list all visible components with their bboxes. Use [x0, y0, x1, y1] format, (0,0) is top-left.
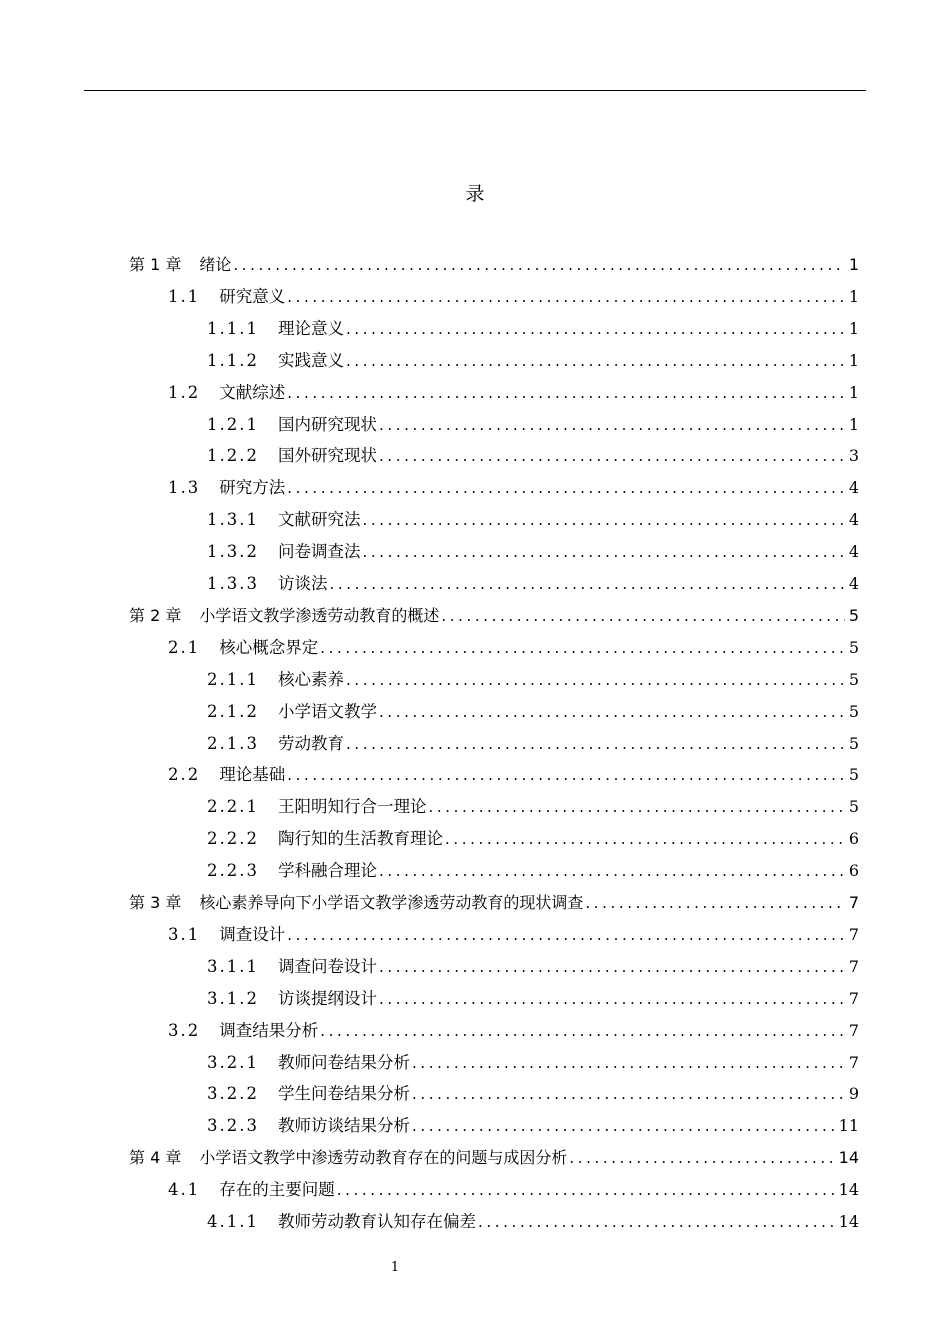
dot-leader	[445, 829, 845, 849]
toc-entry-heading	[207, 670, 344, 690]
toc-entry-level-3[interactable]	[207, 498, 859, 530]
toc-entry-level-1[interactable]	[129, 881, 859, 913]
toc-entry-number: 4.1	[168, 1180, 201, 1200]
toc-entry-page: 14	[838, 1180, 859, 1200]
toc-entry-page: 7	[848, 988, 859, 1008]
toc-entry-title: 核心概念界定	[219, 637, 319, 657]
dot-leader	[329, 574, 844, 594]
dot-leader	[362, 510, 844, 530]
toc-entry-level-3[interactable]	[207, 562, 859, 594]
toc-entry-title: 陶行知的生活教育理论	[277, 829, 443, 849]
toc-entry-page: 7	[848, 1020, 859, 1040]
toc-entry-page: 4	[848, 478, 859, 498]
toc-entry-number: 2.2.3	[207, 861, 259, 881]
toc-entry-title: 问卷调查法	[277, 542, 361, 562]
dot-leader	[287, 287, 845, 307]
toc-entry-number: 4.1.1	[207, 1212, 259, 1231]
toc-entry-number: 3.2	[168, 1020, 201, 1040]
toc-entry-number: 3.1.2	[207, 988, 259, 1008]
toc-entry-number: 1.1	[168, 286, 201, 306]
toc-entry-heading	[207, 510, 360, 530]
toc-entry-number: 2.2	[168, 765, 201, 785]
toc-entry-level-2[interactable]	[168, 913, 859, 945]
toc-entry-page: 4	[848, 574, 859, 593]
toc-entry-heading	[129, 606, 439, 626]
toc-entry-page: 9	[848, 1084, 859, 1104]
toc-title: 录	[465, 183, 485, 205]
toc-entry-heading	[207, 989, 377, 1009]
toc-entry-title: 研究方法	[219, 478, 286, 498]
toc-entry-level-2[interactable]	[168, 466, 859, 498]
toc-entry-number: 1.2	[168, 382, 201, 402]
toc-entry-page: 4	[848, 542, 859, 562]
toc-entry-level-3[interactable]	[207, 530, 859, 562]
toc-entry-heading	[168, 383, 285, 403]
dot-leader	[362, 542, 844, 562]
dot-leader	[379, 957, 845, 977]
toc-entry-page: 6	[848, 829, 859, 849]
toc-entry-title: 文献综述	[219, 382, 286, 402]
toc-entry-number: 2.2.1	[207, 797, 259, 817]
dot-leader	[478, 1212, 835, 1232]
dot-leader	[287, 478, 845, 498]
toc-entry-number: 第 1 章	[129, 255, 182, 274]
header-rule	[84, 90, 866, 91]
toc-entry-number: 3.2.1	[207, 1052, 259, 1072]
toc-entry-heading	[207, 415, 377, 435]
toc-entry-level-3[interactable]	[207, 339, 859, 371]
toc-entry-level-3[interactable]	[207, 1200, 859, 1232]
toc-entry-number: 1.3.2	[207, 542, 259, 562]
dot-leader	[585, 893, 844, 913]
toc-entry-number: 3.2.2	[207, 1084, 259, 1104]
toc-entry-level-3[interactable]	[207, 817, 859, 849]
toc-entry-heading	[168, 638, 318, 658]
dot-leader	[379, 989, 845, 1009]
toc-entry-number: 第 3 章	[129, 893, 182, 912]
toc-entry-level-3[interactable]	[207, 403, 859, 435]
toc-entry-page: 7	[848, 924, 859, 944]
toc-entry-page: 14	[838, 1212, 859, 1231]
toc-entry-number: 2.1.2	[207, 701, 259, 721]
toc-entry-title: 理论意义	[277, 318, 344, 338]
toc-entry-title: 核心素养导向下小学语文教学渗透劳动教育的现状调查	[199, 893, 584, 912]
toc-entry-title: 访谈提纲设计	[277, 988, 377, 1008]
dot-leader	[428, 797, 844, 817]
toc-entry-title: 绪论	[199, 255, 232, 274]
toc-entry-number: 1.3.1	[207, 510, 259, 530]
toc-entry-heading	[168, 1021, 318, 1041]
toc-entry-heading	[168, 287, 285, 307]
dot-leader	[287, 765, 845, 785]
toc-entry-heading	[129, 255, 231, 275]
toc-entry-level-2[interactable]	[168, 1168, 859, 1200]
toc-entry-heading	[207, 319, 344, 339]
toc-entry-page: 11	[838, 1116, 859, 1136]
toc-entry-title: 国外研究现状	[277, 446, 377, 466]
toc-entry-title: 调查问卷设计	[277, 956, 377, 976]
toc-entry-number: 1.3.3	[207, 574, 259, 593]
toc-entry-level-3[interactable]	[207, 977, 859, 1009]
dot-leader	[287, 383, 845, 403]
toc-entry-page: 5	[848, 701, 859, 721]
toc-entry-title: 教师访谈结果分析	[277, 1116, 410, 1136]
toc-entry-title: 劳动教育	[277, 733, 344, 753]
toc-entry-title: 教师问卷结果分析	[277, 1052, 410, 1072]
toc-entry-level-2[interactable]	[168, 753, 859, 785]
toc-entry-title: 调查设计	[219, 924, 286, 944]
toc-entry-title: 小学语文教学	[277, 701, 377, 721]
toc-entry-heading	[207, 574, 327, 594]
toc-entry-page: 5	[848, 669, 859, 689]
dot-leader	[346, 319, 845, 339]
toc-entry-heading	[168, 925, 285, 945]
toc-entry-title: 国内研究现状	[277, 414, 377, 434]
dot-leader	[379, 702, 845, 722]
toc-entry-heading	[207, 797, 426, 817]
dot-leader	[379, 861, 845, 881]
dot-leader	[412, 1053, 845, 1073]
toc-entry-number: 第 4 章	[129, 1148, 182, 1168]
dot-leader	[346, 351, 845, 371]
toc-entry-page: 14	[838, 1148, 859, 1168]
toc-entry-level-3[interactable]	[207, 722, 859, 754]
toc-entry-number: 1.1.1	[207, 318, 259, 338]
toc-entry-level-3[interactable]	[207, 1104, 859, 1136]
toc-entry-page: 5	[848, 733, 859, 753]
toc-entry-page: 1	[848, 350, 859, 370]
toc-entry-level-3[interactable]	[207, 307, 859, 339]
toc-entry-heading	[207, 829, 443, 849]
toc-entry-number: 3.1.1	[207, 956, 259, 976]
toc-entry-level-3[interactable]	[207, 1041, 859, 1073]
toc-entry-heading	[168, 478, 285, 498]
toc-entry-level-2[interactable]	[168, 371, 859, 403]
toc-entry-page: 6	[848, 861, 859, 881]
toc-entry-page: 4	[848, 510, 859, 530]
toc-entry-page: 7	[848, 893, 859, 912]
toc-entry-title: 存在的主要问题	[219, 1180, 335, 1200]
toc-entry-level-3[interactable]	[207, 658, 859, 690]
dot-leader	[379, 446, 845, 466]
toc-entry-page: 1	[848, 382, 859, 402]
toc-entry-page: 5	[848, 637, 859, 657]
toc-entry-title: 研究意义	[219, 286, 286, 306]
dot-leader	[441, 606, 844, 626]
toc-entry-number: 1.3	[168, 478, 201, 498]
toc-entry-title: 小学语文教学渗透劳动教育的概述	[199, 605, 440, 625]
toc-entry-number: 2.1.3	[207, 733, 259, 753]
toc-entry-number: 1.1.2	[207, 350, 259, 370]
dot-leader	[337, 1180, 835, 1200]
toc-entry-number: 2.1	[168, 637, 201, 657]
toc-entry-level-1[interactable]	[129, 594, 859, 626]
dot-leader	[412, 1116, 835, 1136]
toc-entry-number: 第 2 章	[129, 605, 182, 625]
toc-entry-level-1[interactable]	[129, 1136, 859, 1168]
toc-entry-heading	[207, 1084, 410, 1104]
toc-entry-page: 1	[848, 414, 859, 434]
dot-leader	[569, 1148, 834, 1168]
toc-entry-number: 1.2.2	[207, 446, 259, 466]
toc-entry-level-3[interactable]	[207, 785, 859, 817]
toc-entry-heading	[129, 893, 583, 913]
toc-entry-page: 1	[848, 255, 859, 274]
toc-entry-level-3[interactable]	[207, 849, 859, 881]
toc-entry-title: 实践意义	[277, 350, 344, 370]
toc-entry-heading	[207, 542, 360, 562]
toc-entry-number: 2.2.2	[207, 829, 259, 849]
toc-entry-level-3[interactable]	[207, 1072, 859, 1104]
toc-entry-heading	[207, 734, 344, 754]
dot-leader	[412, 1084, 845, 1104]
toc-entry-title: 调查结果分析	[219, 1020, 319, 1040]
toc-entry-level-3[interactable]	[207, 690, 859, 722]
toc-entry-heading	[207, 957, 377, 977]
toc-entry-level-3[interactable]	[207, 945, 859, 977]
page-number: 1	[390, 1260, 400, 1275]
dot-leader	[320, 1021, 845, 1041]
toc-entry-page: 7	[848, 956, 859, 976]
dot-leader	[346, 734, 845, 754]
toc-entry-heading	[207, 351, 344, 371]
toc-entry-title: 学生问卷结果分析	[277, 1084, 410, 1104]
toc-entry-level-3[interactable]	[207, 434, 859, 466]
toc-entry-title: 文献研究法	[277, 510, 361, 530]
toc-entry-heading	[168, 765, 285, 785]
dot-leader	[379, 415, 845, 435]
toc-entry-title: 小学语文教学中渗透劳动教育存在的问题与成因分析	[199, 1148, 568, 1168]
toc-entry-page: 1	[848, 286, 859, 306]
toc-entry-title: 教师劳动教育认知存在偏差	[277, 1212, 476, 1231]
toc-entry-title: 王阳明知行合一理论	[277, 797, 427, 817]
toc-entry-page: 7	[848, 1052, 859, 1072]
dot-leader	[233, 255, 844, 275]
toc-entry-number: 3.2.3	[207, 1116, 259, 1136]
toc-entry-title: 学科融合理论	[277, 861, 377, 881]
toc-entry-title: 理论基础	[219, 765, 286, 785]
toc-entry-level-1[interactable]	[129, 243, 859, 275]
toc-entry-heading	[129, 1148, 567, 1168]
toc-entry-number: 1.2.1	[207, 414, 259, 434]
toc-entry-level-2[interactable]	[168, 626, 859, 658]
toc-entry-level-2[interactable]	[168, 1009, 859, 1041]
toc-entry-title: 访谈法	[277, 574, 328, 593]
toc-entry-heading	[207, 1116, 410, 1136]
toc-entry-page: 3	[848, 446, 859, 466]
toc-entry-level-2[interactable]	[168, 275, 859, 307]
toc-entry-page: 5	[848, 797, 859, 817]
toc-entry-page: 5	[848, 765, 859, 785]
toc-entry-title: 核心素养	[277, 669, 344, 689]
toc-entry-heading	[207, 861, 377, 881]
dot-leader	[320, 638, 845, 658]
dot-leader	[287, 925, 845, 945]
toc-entry-heading	[207, 1053, 410, 1073]
toc-entry-page: 5	[848, 605, 859, 625]
toc-entry-heading	[168, 1180, 335, 1200]
toc-entry-heading	[207, 1212, 476, 1232]
toc-entry-number: 3.1	[168, 924, 201, 944]
toc-entry-heading	[207, 702, 377, 722]
toc-entry-heading	[207, 446, 377, 466]
toc-entry-page: 1	[848, 318, 859, 338]
toc-entry-number: 2.1.1	[207, 669, 259, 689]
dot-leader	[346, 670, 845, 690]
